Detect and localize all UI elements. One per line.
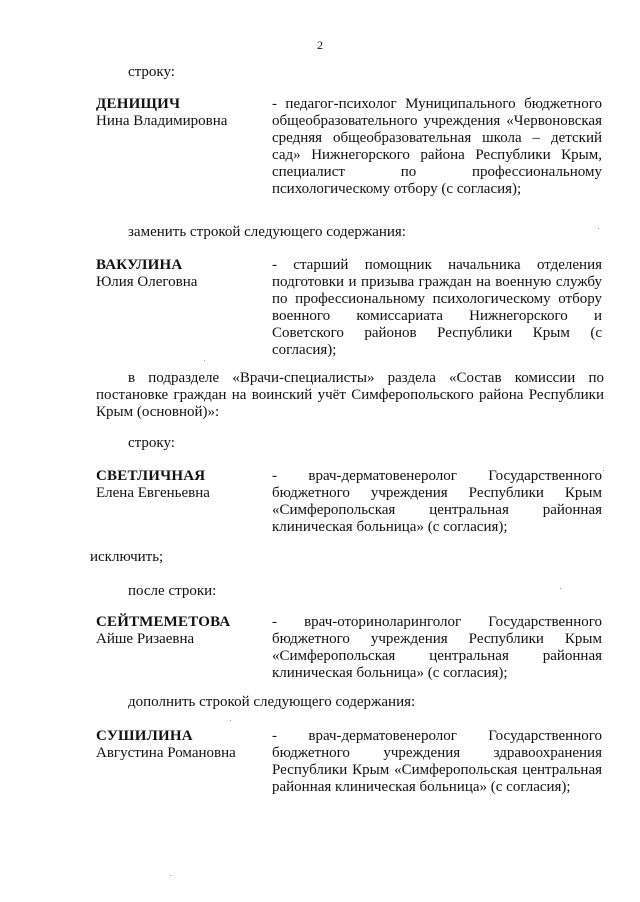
instruction-line: исключить; [90,549,164,565]
person-surname: СЕЙТМЕМЕТОВА [96,614,231,630]
instruction-line: после строки: [128,583,217,599]
person-description: - старший помощник начальника отделения подготовки и призыва граждан на военную службу по профессиональному психологическому отбору военного комиссариата Нижнегорского и Советского районов Республики Крым (с согласия); [272,257,602,358]
scan-speck [603,470,604,471]
person-name [96,614,268,648]
person-given-name: Нина Владимировна [96,113,228,129]
instruction-line: строку: [128,64,175,80]
person-name [96,96,268,130]
page-number: 2 [317,38,323,52]
person-given-name: Августина Романовна [96,745,236,761]
person-surname: СВЕТЛИЧНАЯ [96,468,206,484]
person-name [96,468,268,502]
person-description: - врач-дерматовенеролог Государственного бюджетного учреждения Республики Крым «Симферопольская центральная районная клиническая больница» (с согласия); [272,468,602,535]
person-description: - педагог-психолог Муниципального бюджетного общеобразовательного учреждения «Червоновская средняя общеобразовательная школа – детский сад» Нижнегорского района Республики Крым, специалист по профессиональному психологическому отбору (с согласия); [272,96,602,197]
person-description: - врач-дерматовенеролог Государственного бюджетного учреждения здравоохранения Республики Крым «Симферопольская центральная районная клиническая больница» (с согласия); [272,728,602,795]
person-given-name: Юлия Олеговна [96,274,198,290]
scan-speck [170,875,171,876]
scan-speck [560,588,561,589]
person-surname: ДЕНИЩИЧ [96,96,181,112]
instruction-line: заменить строкой следующего содержания: [128,224,406,240]
person-given-name: Елена Евгеньевна [96,485,210,501]
instruction-line: дополнить строкой следующего содержания: [128,694,416,710]
person-given-name: Айше Ризаевна [96,631,195,647]
scan-speck [598,228,599,229]
person-description: - врач-оториноларинголог Государственного бюджетного учреждения Республики Крым «Симферопольская центральная районная клиническая больница» (с согласия); [272,614,602,681]
person-surname: СУШИЛИНА [96,728,193,744]
scan-speck [230,720,231,721]
person-surname: ВАКУЛИНА [96,257,183,273]
instruction-line: строку: [128,435,175,451]
person-name [96,728,268,762]
scan-speck [204,360,205,361]
person-name [96,257,268,291]
instruction-paragraph: в подразделе «Врачи-специалисты» раздела «Состав комиссии по постановке граждан на воинский учёт Симферопольского района Республики Крым (основной)»: [96,370,604,420]
